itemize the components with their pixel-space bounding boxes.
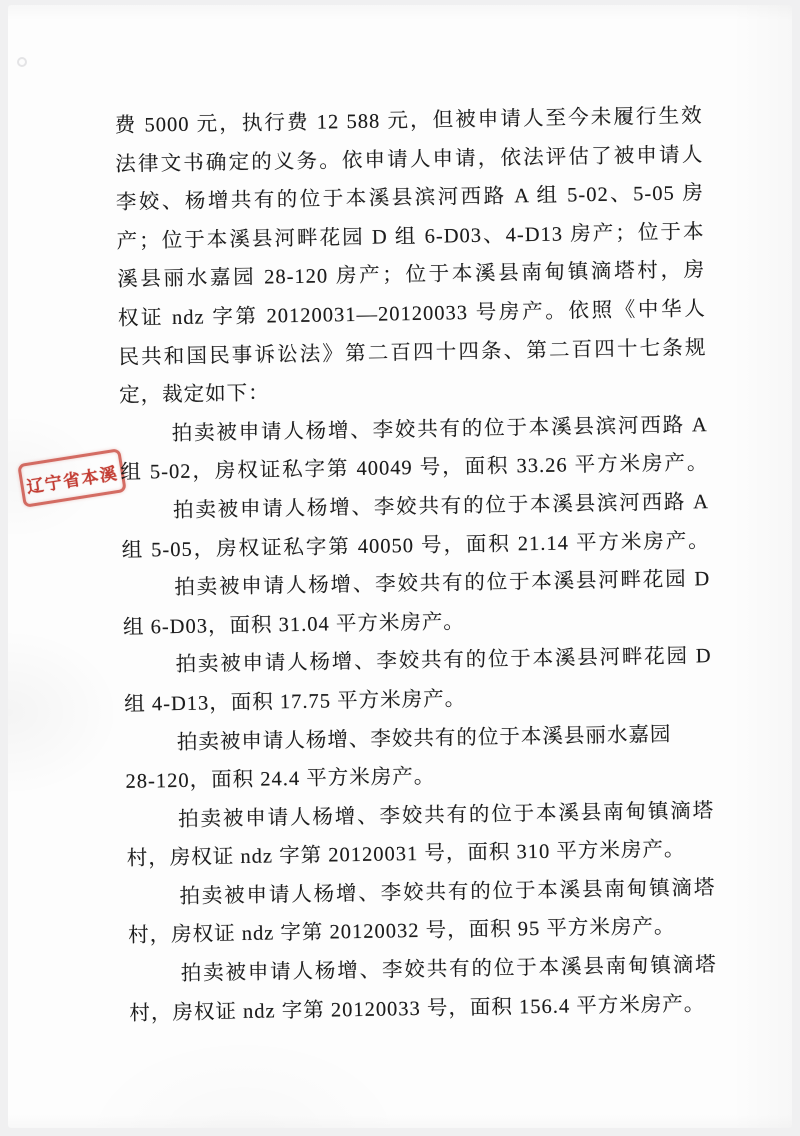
document-line: 拍卖被申请人杨增、李姣共有的位于本溪县南甸镇滴塔 bbox=[180, 954, 717, 986]
document-line: 产；位于本溪县河畔花园 D 组 6-D03、4-D13 房产；位于本 bbox=[116, 220, 705, 253]
document-line: 拍卖被申请人杨增、李姣共有的位于本溪县河畔花园 D bbox=[175, 645, 712, 677]
document-line: 溪县丽水嘉园 28-120 房产；位于本溪县南甸镇滴塔村，房 bbox=[117, 259, 706, 292]
document-line: 组 5-02，房权证私字第 40049 号，面积 33.26 平方米房产。 bbox=[120, 452, 709, 485]
official-red-seal bbox=[17, 448, 127, 508]
document-line: 拍卖被申请人杨增、李姣共有的位于本溪县滨河西路 A bbox=[172, 491, 710, 522]
document-line: 民共和国民事诉讼法》第二百四十四条、第二百四十七条规 bbox=[118, 336, 707, 369]
document-line: 拍卖被申请人杨增、李姣共有的位于本溪县丽水嘉园 bbox=[176, 723, 672, 754]
document-line: 28-120，面积 24.4 平方米房产。 bbox=[125, 765, 436, 793]
document-line: 定，裁定如下： bbox=[118, 382, 270, 408]
document-line: 法律文书确定的义务。依申请人申请，依法评估了被申请人 bbox=[115, 143, 704, 176]
document-line: 组 6-D03，面积 31.04 平方米房产。 bbox=[122, 610, 466, 639]
document-line: 村，房权证 ndz 字第 20120032 号，面积 95 平方米房产。 bbox=[127, 916, 676, 948]
document-line: 组 5-05，房权证私字第 40050 号，面积 21.14 平方米房产。 bbox=[121, 529, 710, 562]
scanned-page bbox=[8, 5, 792, 1128]
document-line: 费 5000 元，执行费 12 588 元，但被申请人至今未履行生效 bbox=[114, 105, 703, 137]
document-line: 村，房权证 ndz 字第 20120033 号，面积 156.4 平方米房产。 bbox=[129, 992, 706, 1025]
document-line: 李姣、杨增共有的位于本溪县滨河西路 A 组 5-02、5-05 房 bbox=[115, 182, 705, 215]
document-line: 权证 ndz 字第 20120031—20120033 号房产。依照《中华人 bbox=[117, 298, 706, 330]
seal-text: 辽宁省本溪 bbox=[25, 463, 120, 497]
document-line: 拍卖被申请人杨增、李姣共有的位于本溪县滨河西路 A bbox=[171, 413, 708, 445]
document-line: 村，房权证 ndz 字第 20120031 号，面积 310 平方米房产。 bbox=[126, 838, 686, 871]
document-line: 拍卖被申请人杨增、李姣共有的位于本溪县南甸镇滴塔 bbox=[179, 876, 716, 908]
document-line: 拍卖被申请人杨增、李姣共有的位于本溪县南甸镇滴塔 bbox=[178, 799, 715, 831]
document-line: 拍卖被申请人杨增、李姣共有的位于本溪县河畔花园 D bbox=[174, 568, 711, 600]
staple-hole-mark bbox=[17, 57, 27, 67]
document-line: 组 4-D13，面积 17.75 平方米房产。 bbox=[124, 688, 467, 716]
document-body bbox=[114, 97, 717, 1033]
